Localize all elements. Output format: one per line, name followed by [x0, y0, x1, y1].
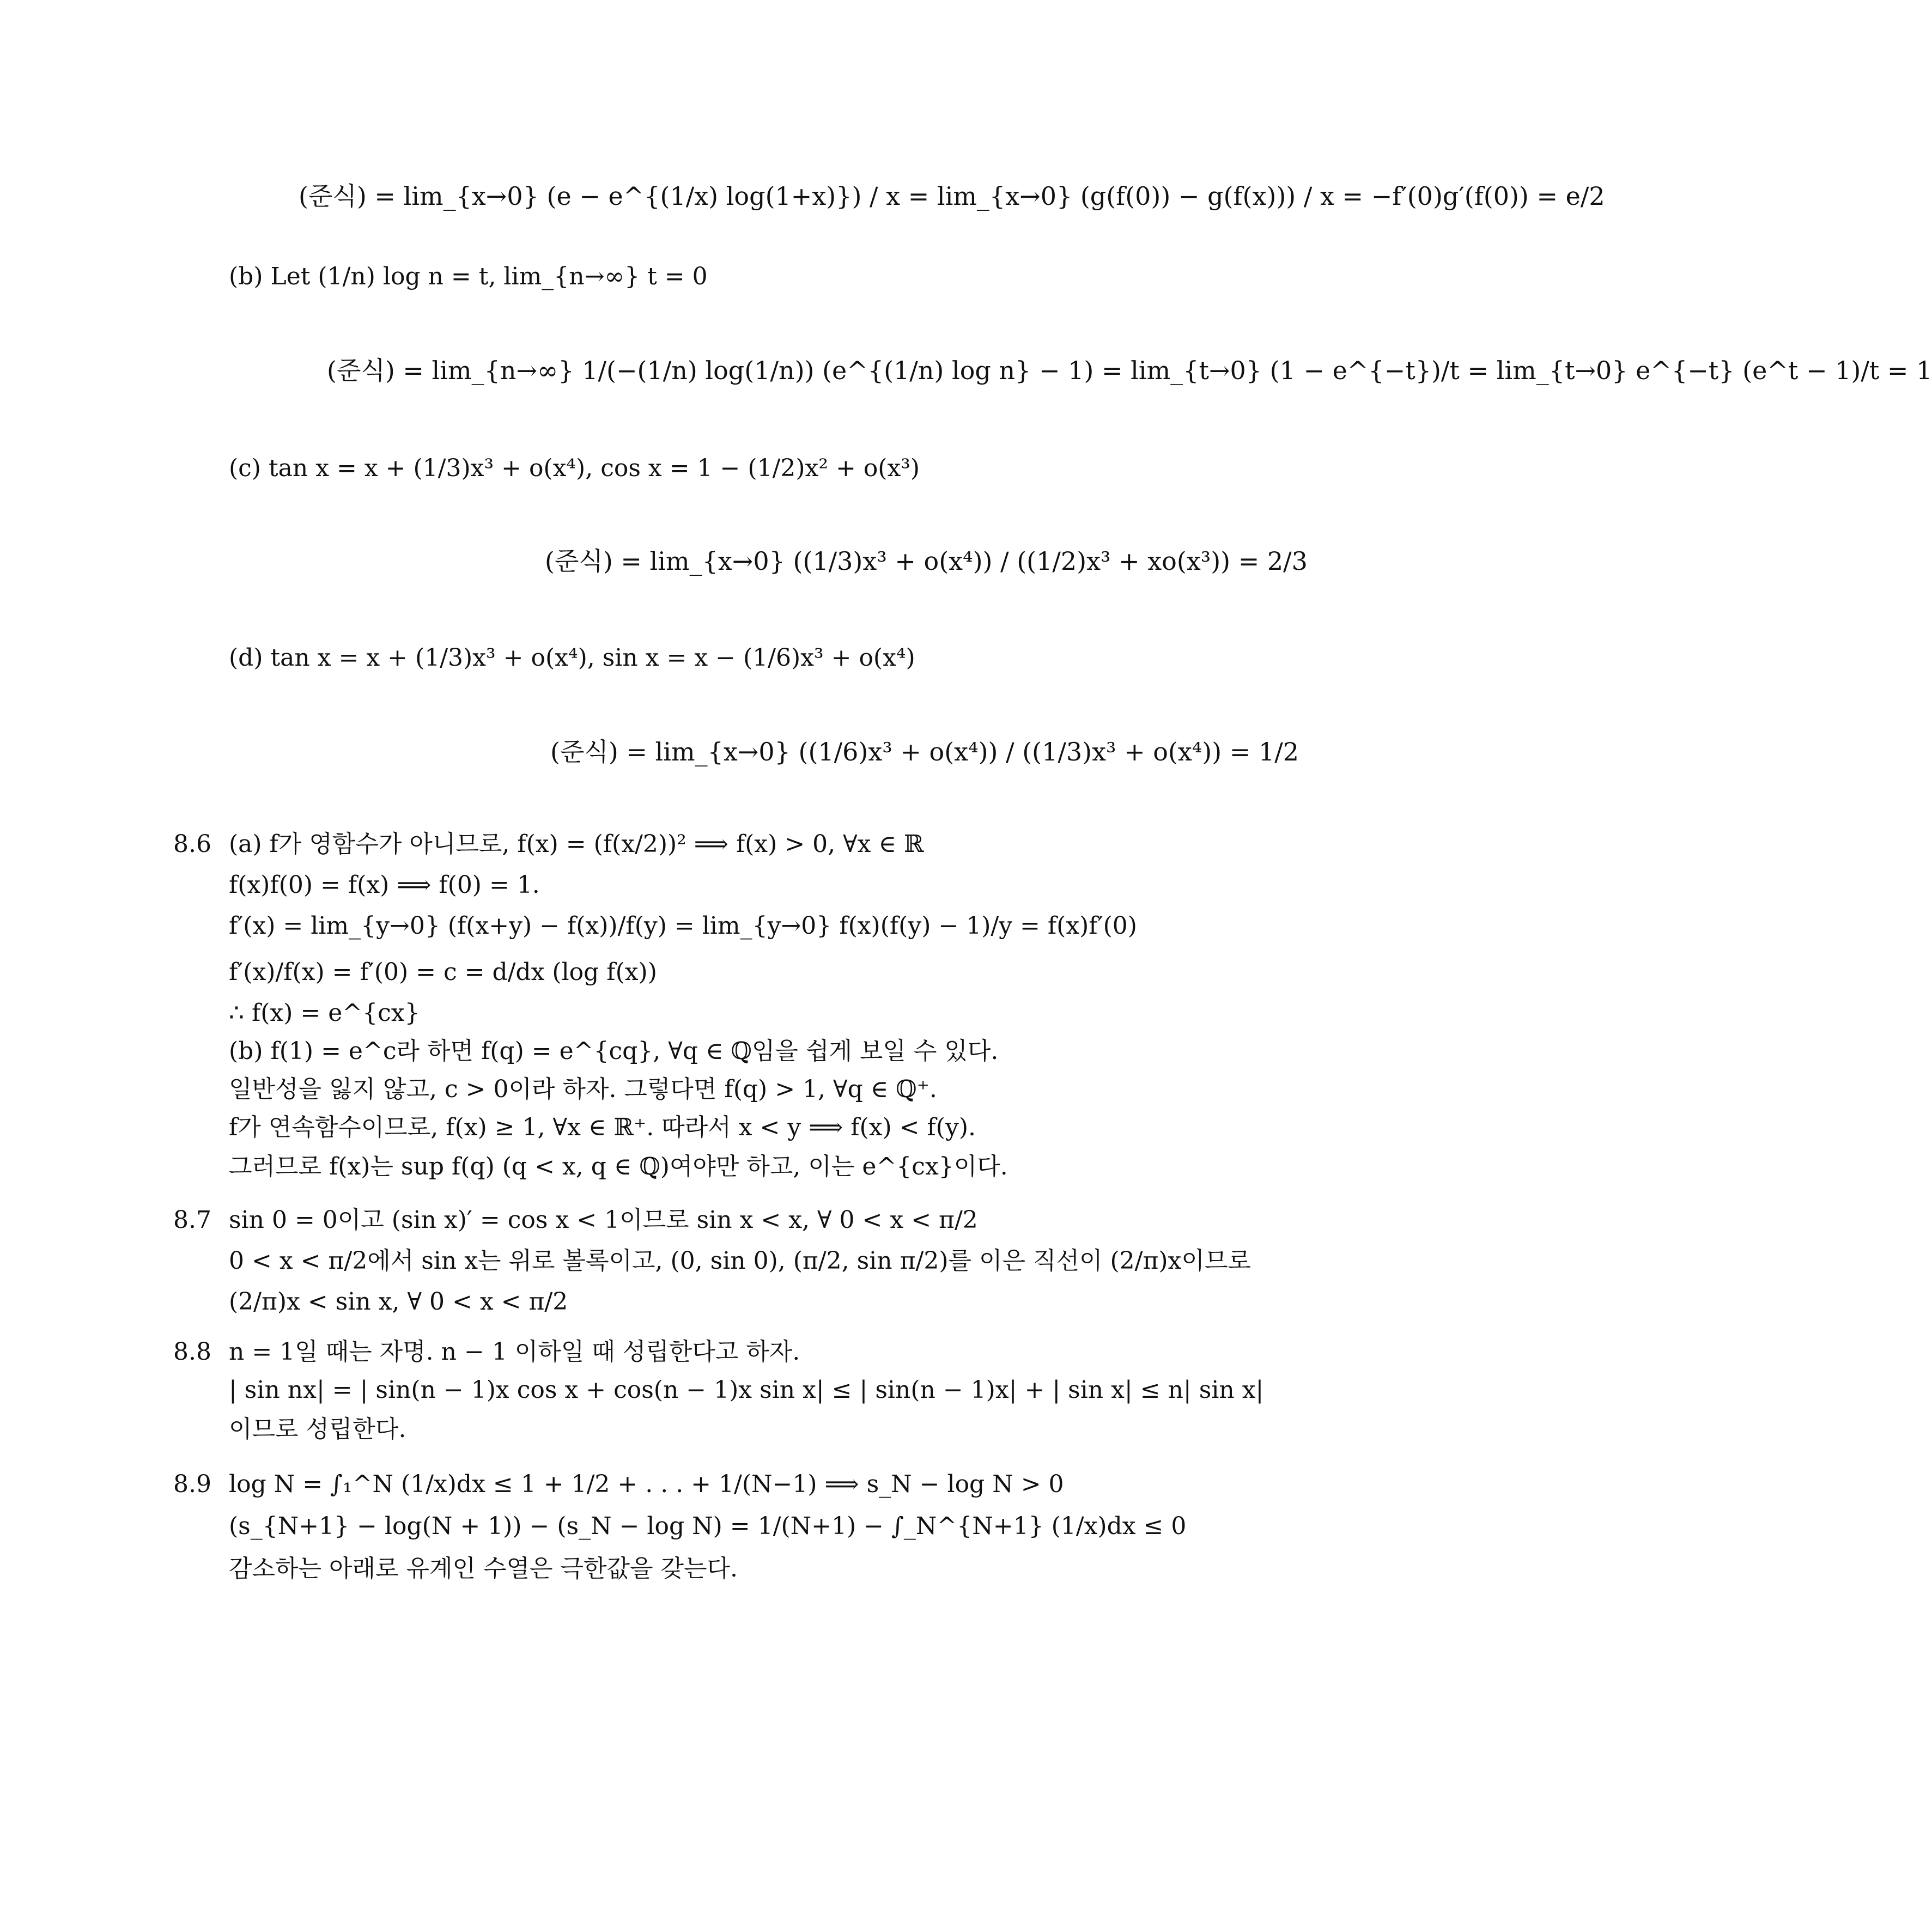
- solution-line: | sin nx| = | sin(n − 1)x cos x + cos(n − 1)x sin x| ≤ | sin(n − 1)x| + | sin x| ≤ n| sin x|: [229, 1376, 1264, 1404]
- equation-b-display: (준식) = lim_{n→∞} 1/(−(1/n) log(1/n)) (e^{(1/n) log n} − 1) = lim_{t→0} (1 − e^{−t})/t = lim_{t→0} e^{−t} (e^t − 1)/t = 1: [327, 356, 1932, 385]
- solution-line: 그러므로 f(x)는 sup f(q) (q < x, q ∈ ℚ)여야만 하고, 이는 e^{cx}이다.: [229, 1153, 1008, 1180]
- solution-line: ∴ f(x) = e^{cx}: [229, 999, 420, 1027]
- part-d-intro: (d) tan x = x + (1/3)x³ + o(x⁴), sin x = x − (1/6)x³ + o(x⁴): [229, 644, 915, 672]
- solution-line: 이므로 성립한다.: [229, 1415, 406, 1443]
- solution-line: n = 1일 때는 자명. n − 1 이하일 때 성립한다고 하자.: [229, 1338, 800, 1366]
- solution-line: (b) f(1) = e^c라 하면 f(q) = e^{cq}, ∀q ∈ ℚ임을 쉽게 보일 수 있다.: [229, 1037, 999, 1065]
- problem-number: 8.8: [173, 1338, 211, 1366]
- equation-c-display: (준식) = lim_{x→0} ((1/3)x³ + o(x⁴)) / ((1/2)x³ + xo(x³)) = 2/3: [545, 546, 1308, 576]
- part-c-intro: (c) tan x = x + (1/3)x³ + o(x⁴), cos x = 1 − (1/2)x² + o(x³): [229, 454, 920, 482]
- solution-line: (a) f가 영함수가 아니므로, f(x) = (f(x/2))² ⟹ f(x) > 0, ∀x ∈ ℝ: [229, 830, 924, 858]
- solution-line: (s_{N+1} − log(N + 1)) − (s_N − log N) = 1/(N+1) − ∫_N^{N+1} (1/x)dx ≤ 0: [229, 1512, 1187, 1540]
- solution-line: 일반성을 잃지 않고, c > 0이라 하자. 그렇다면 f(q) > 1, ∀q ∈ ℚ⁺.: [229, 1075, 937, 1103]
- solution-line: 감소하는 아래로 유계인 수열은 극한값을 갖는다.: [229, 1555, 738, 1583]
- solution-line: f(x)f(0) = f(x) ⟹ f(0) = 1.: [229, 871, 540, 899]
- solution-line: f′(x)/f(x) = f′(0) = c = d/dx (log f(x)): [229, 958, 657, 986]
- part-b-intro: (b) Let (1/n) log n = t, lim_{n→∞} t = 0: [229, 263, 708, 290]
- problem-number: 8.7: [173, 1206, 211, 1234]
- equation-d-display: (준식) = lim_{x→0} ((1/6)x³ + o(x⁴)) / ((1/3)x³ + o(x⁴)) = 1/2: [550, 737, 1299, 766]
- equation-a-display: (준식) = lim_{x→0} (e − e^{(1/x) log(1+x)}) / x = lim_{x→0} (g(f(0)) − g(f(x))) / x = −f′(0)g′(f(0)) = e/2: [299, 181, 1605, 211]
- solution-line: f가 연속함수이므로, f(x) ≥ 1, ∀x ∈ ℝ⁺. 따라서 x < y ⟹ f(x) < f(y).: [229, 1113, 976, 1141]
- solution-line: f′(x) = lim_{y→0} (f(x+y) − f(x))/f(y) = lim_{y→0} f(x)(f(y) − 1)/y = f(x)f′(0): [229, 912, 1137, 940]
- problem-number: 8.6: [173, 830, 211, 858]
- solution-line: 0 < x < π/2에서 sin x는 위로 볼록이고, (0, sin 0), (π/2, sin π/2)를 이은 직선이 (2/π)x이므로: [229, 1247, 1251, 1275]
- solution-line: log N = ∫₁^N (1/x)dx ≤ 1 + 1/2 + . . . + 1/(N−1) ⟹ s_N − log N > 0: [229, 1470, 1064, 1498]
- solution-line: (2/π)x < sin x, ∀ 0 < x < π/2: [229, 1288, 568, 1316]
- solution-line: sin 0 = 0이고 (sin x)′ = cos x < 1이므로 sin x < x, ∀ 0 < x < π/2: [229, 1206, 978, 1234]
- problem-number: 8.9: [173, 1470, 211, 1498]
